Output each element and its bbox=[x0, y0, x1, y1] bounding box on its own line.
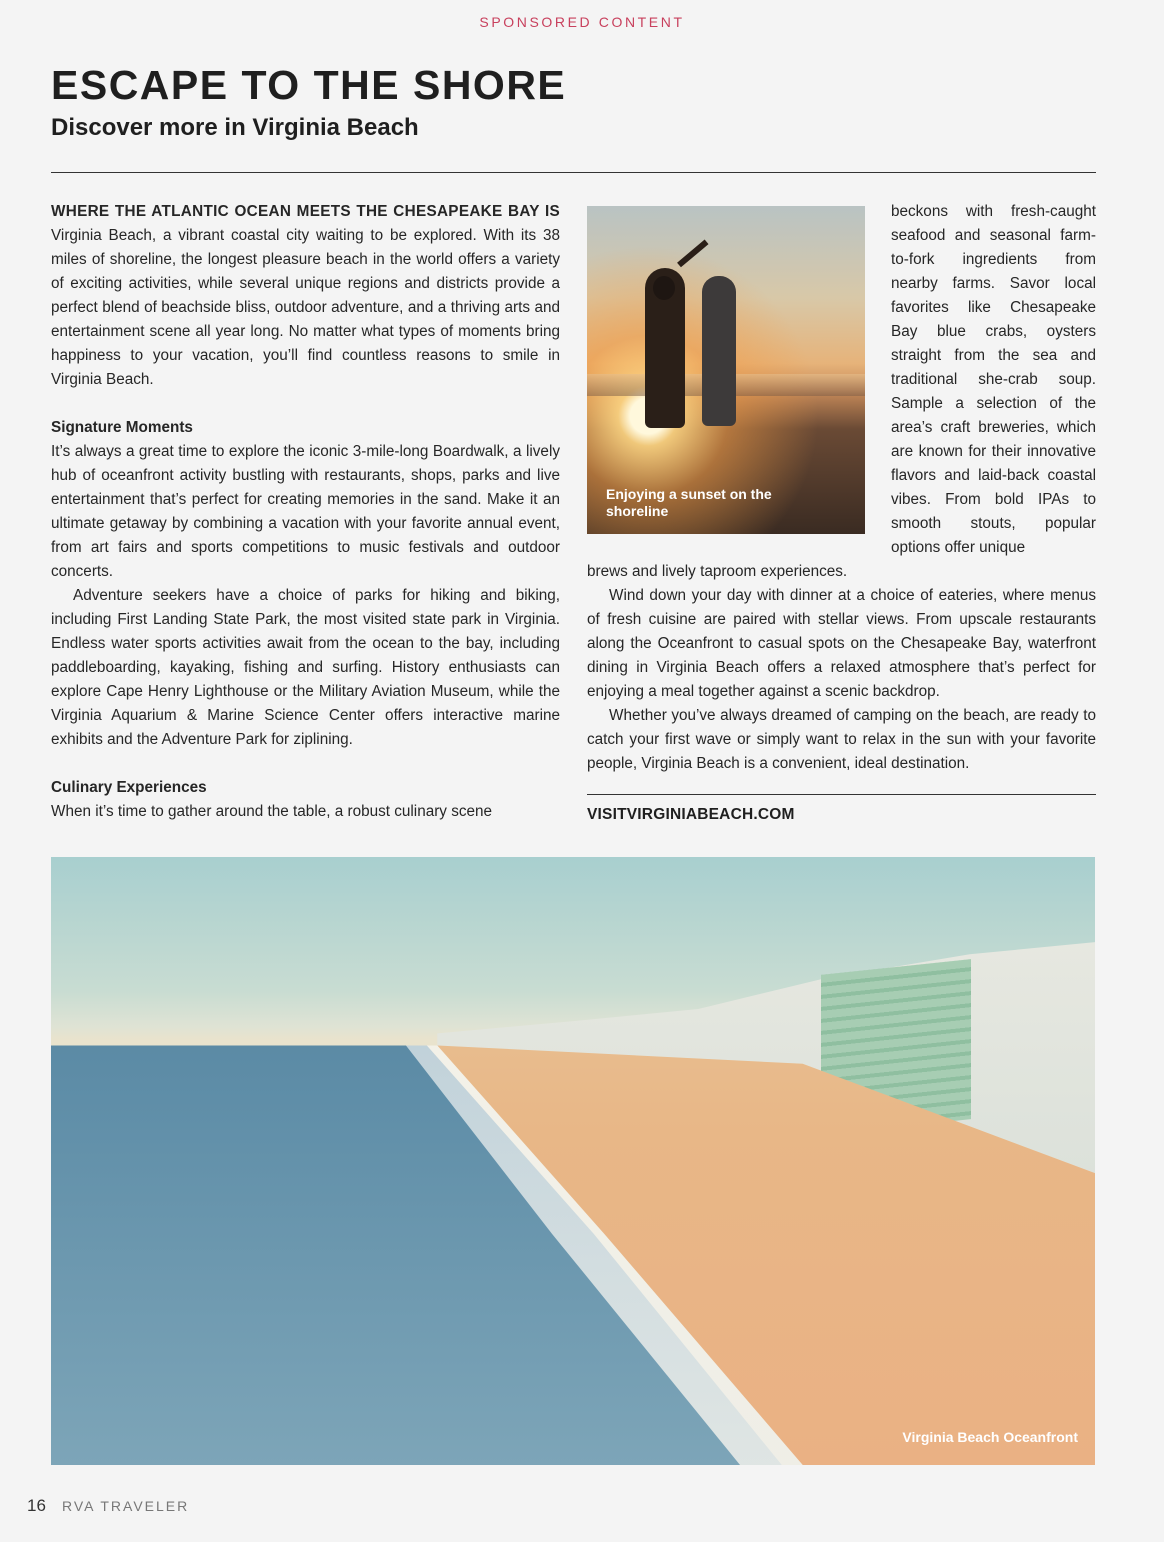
culinary-paragraph-2: Wind down your day with dinner at a choice of eateries, where menus of fresh cuisine are paired with stellar views. From upscale restaurants along the Oceanfront to casual spots on the Chesapeake Bay, waterfront dining in Virginia Beach offers a relaxed atmosphere that’s perfect for enjoying a meal together against a scenic backdrop. bbox=[587, 587, 1096, 700]
culinary-heading: Culinary Experiences bbox=[51, 779, 207, 796]
right-column-top bbox=[891, 200, 1096, 560]
page-subtitle: Discover more in Virginia Beach bbox=[51, 114, 419, 141]
sunset-photo bbox=[587, 206, 865, 534]
beach-caption: Virginia Beach Oceanfront bbox=[902, 1429, 1078, 1445]
signature-heading: Signature Moments bbox=[51, 419, 193, 436]
magazine-name: RVA TRAVELER bbox=[62, 1498, 190, 1514]
sunset-caption: Enjoying a sunset on the shoreline bbox=[606, 486, 772, 519]
right-column bbox=[587, 560, 1096, 776]
raised-arm-silhouette bbox=[677, 240, 708, 268]
signature-paragraph-2: Adventure seekers have a choice of parks for hiking and biking, including First Landing State Park, the most visited state park in Virginia. Endless water sports activities await from the ocean to the bay, including paddleboarding, kayaking, fishing and surfing. History enthusiasts can explore Cape Henry Lighthouse or the Military Aviation Museum, while the Virginia Aquarium & Marine Science Center offers interactive marine exhibits and the Adventure Park for ziplining. bbox=[51, 587, 560, 748]
sponsored-label: SPONSORED CONTENT bbox=[479, 14, 685, 30]
intro-lead: WHERE THE ATLANTIC OCEAN MEETS THE CHESAPEAKE BAY IS bbox=[51, 203, 560, 220]
intro-paragraph bbox=[51, 200, 560, 392]
signature-paragraph-1: It’s always a great time to explore the iconic 3-mile-long Boardwalk, a lively hub of oceanfront activity bustling with restaurants, shops, parks and live entertainment that’s perfect for creating memories in the sand. Make it an ultimate getaway by combining a vacation with your favorite annual event, from art fairs and sports competitions to music festivals and outdoor concerts. bbox=[51, 443, 560, 580]
woman-silhouette bbox=[702, 276, 736, 426]
closing-paragraph: Whether you’ve always dreamed of camping on the beach, are ready to catch your first wave or simply want to relax in the sun with your favorite people, Virginia Beach is a convenient, ideal destination. bbox=[587, 707, 1096, 772]
man-head-silhouette bbox=[653, 276, 675, 300]
page-title: ESCAPE TO THE SHORE bbox=[51, 62, 567, 108]
culinary-paragraph-end: brews and lively taproom experiences. bbox=[587, 563, 848, 580]
culinary-paragraph-continued: beckons with fresh-caught seafood and seasonal farm-to-fork ingredients from nearby farms. Savor local favorites like Chesapeake Bay blue crabs, oysters straight from the sea and traditional she-crab soup. Sample a selection of the area’s craft breweries, which are known for their innovative flavors and laid-back coastal vibes. From bold IPAs to smooth stouts, popular options offer unique bbox=[891, 203, 1096, 556]
beach-photo bbox=[51, 857, 1095, 1465]
culinary-paragraph-start: When it’s time to gather around the table, a robust culinary scene bbox=[51, 803, 493, 820]
left-column bbox=[51, 200, 560, 824]
website-link[interactable]: VISITVIRGINIABEACH.COM bbox=[587, 806, 795, 823]
page-number: 16 bbox=[27, 1496, 46, 1515]
intro-text: Virginia Beach, a vibrant coastal city waiting to be explored. With its 38 miles of shoreline, the longest pleasure beach in the world offers a variety of exciting activities, while several unique regions and districts provide a perfect blend of beachside bliss, outdoor adventure, and a thriving arts and entertainment scene all year long. No matter what types of moments bring happiness to your vacation, you’ll find countless reasons to smile in Virginia Beach. bbox=[51, 227, 560, 388]
url-divider bbox=[587, 794, 1096, 795]
top-divider bbox=[51, 172, 1096, 173]
